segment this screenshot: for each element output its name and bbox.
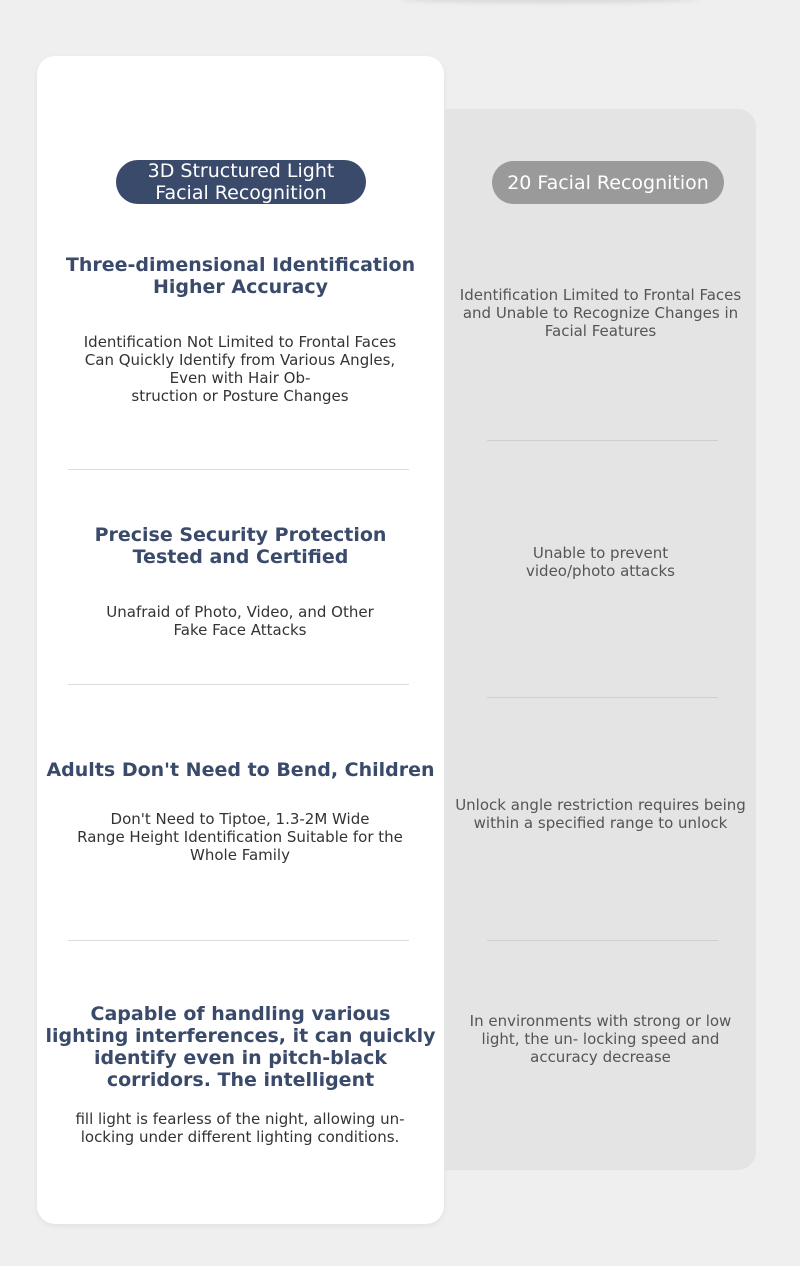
compare-desc-height: Unlock angle restriction requires being within a specified range to unlock — [455, 796, 746, 832]
structured-light-label — [116, 160, 366, 204]
top-decoration — [400, 0, 700, 2]
compare-desc-lighting: In environments with strong or low light, the un- locking speed and accuracy decrease — [469, 1012, 732, 1066]
compare-desc-security: Unable to prevent video/photo attacks — [526, 544, 675, 580]
feature-heading-security: Precise Security Protection Tested and Certified — [94, 524, 387, 568]
divider — [487, 940, 718, 941]
divider — [487, 697, 718, 698]
facial-recognition-panel — [444, 109, 756, 1170]
facial-recognition-label — [492, 161, 724, 204]
feature-heading-height: Adults Don't Need to Bend, Children — [46, 759, 435, 781]
feature-heading-lighting: Capable of handling various lighting interferences, it can quickly identify even in pitch-black corridors. The intelligent — [45, 1003, 436, 1091]
feature-desc-height: Don't Need to Tiptoe, 1.3-2M Wide Range Height Identification Suitable for the Whole Family — [77, 810, 403, 864]
feature-desc-lighting: fill light is fearless of the night, allowing un- locking under different lighting conditions. — [75, 1110, 405, 1146]
feature-heading-accuracy: Three-dimensional Identification Higher Accuracy — [65, 254, 416, 298]
facial-recognition-label-text: 20 Facial Recognition — [507, 171, 709, 194]
compare-desc-accuracy: Identification Limited to Frontal Faces and Unable to Recognize Changes in Facial Features — [459, 286, 742, 340]
structured-light-label-text: 3D Structured Light Facial Recognition — [147, 160, 335, 204]
feature-desc-security: Unafraid of Photo, Video, and Other Fake Face Attacks — [106, 603, 374, 639]
divider — [487, 440, 718, 441]
divider — [68, 469, 409, 470]
divider — [68, 684, 409, 685]
divider — [68, 940, 409, 941]
feature-desc-accuracy: Identification Not Limited to Frontal Faces Can Quickly Identify from Various Angles, Even with Hair Ob- struction or Posture Changes — [83, 333, 397, 405]
